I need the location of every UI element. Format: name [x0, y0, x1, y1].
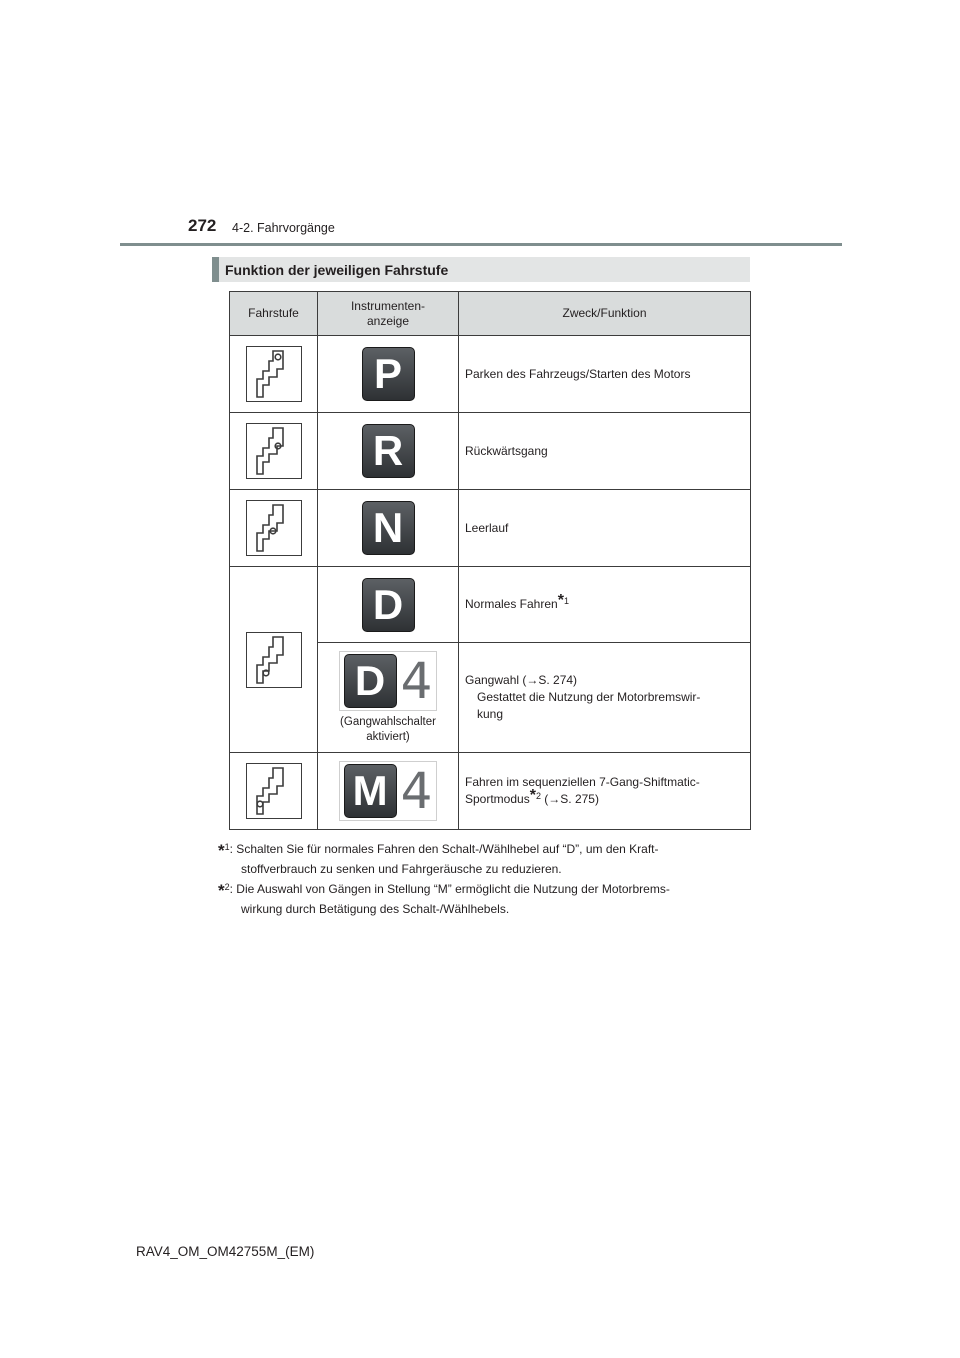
header-gear: Fahrstufe — [230, 292, 318, 336]
indicator-m-tile: M — [344, 764, 397, 818]
footnote-star: * — [218, 881, 225, 900]
indicator-d4-icon — [339, 651, 438, 711]
purpose-cell: Leerlauf — [459, 490, 751, 567]
display-cell — [318, 753, 459, 830]
purpose-line-3: kung — [477, 707, 504, 721]
indicator-gear-digit: 4 — [400, 762, 433, 820]
display-cell — [318, 567, 459, 643]
gate-cell — [230, 336, 318, 413]
shift-gate-p-icon — [246, 346, 302, 402]
footnote-2 — [218, 878, 748, 918]
gate-cell — [230, 753, 318, 830]
footnote-star: * — [557, 592, 564, 609]
purpose-line-2: Gestattet die Nutzung der Motorbremswir- — [477, 690, 701, 704]
section-heading-accent — [212, 257, 219, 282]
shift-gate-m-icon — [246, 763, 302, 819]
purpose-line-1: Gangwahl (→S. 274) — [465, 673, 578, 687]
gate-cell — [230, 567, 318, 753]
footnote-star: * — [218, 841, 225, 860]
display-cell — [318, 490, 459, 567]
footnote-number: 1 — [224, 842, 230, 852]
footnote-text: : Die Auswahl von Gängen in Stellung “M” ermöglicht die Nutzung der Motorbrems- — [229, 882, 670, 896]
header-display: Instrumenten- anzeige — [318, 292, 459, 336]
section-heading-bar — [212, 257, 750, 282]
header-rule — [120, 243, 842, 246]
footnote-text-continued: wirkung durch Betätigung des Schalt-/Wählhebels. — [241, 902, 510, 916]
chapter-label: 4-2. Fahrvorgänge — [232, 221, 335, 235]
header-purpose: Zweck/Funktion — [459, 292, 751, 336]
purpose-cell — [459, 643, 751, 753]
shift-gate-d-icon — [246, 632, 302, 688]
purpose-cell: Parken des Fahrzeugs/Starten des Motors — [459, 336, 751, 413]
footnote-number: 2 — [224, 882, 230, 892]
gear-function-table — [229, 291, 751, 830]
indicator-d-tile: D — [344, 654, 397, 708]
gate-cell — [230, 490, 318, 567]
display-cell — [318, 413, 459, 490]
purpose-cell — [459, 567, 751, 643]
shift-gate-r-icon — [246, 423, 302, 479]
purpose-line-2 — [465, 787, 599, 806]
indicator-m4-icon — [339, 761, 438, 821]
indicator-d-icon: D — [362, 578, 415, 632]
gate-cell — [230, 413, 318, 490]
display-caption-1: (Gangwahlschalter — [340, 715, 436, 728]
display-caption-2: aktiviert) — [366, 730, 410, 743]
shift-gate-n-icon — [246, 500, 302, 556]
footnote-1 — [218, 838, 748, 878]
indicator-gear-digit: 4 — [400, 651, 433, 710]
indicator-n-icon: N — [362, 501, 415, 555]
purpose-text: Normales Fahren — [465, 597, 558, 611]
display-cell — [318, 336, 459, 413]
indicator-r-icon: R — [362, 424, 415, 478]
purpose-line-1: Fahren im sequenziellen 7-Gang-Shiftmatic- — [465, 775, 700, 789]
table-row — [230, 567, 751, 643]
footnote-ref: 1 — [563, 596, 569, 606]
document-code: RAV4_OM_OM42755M_(EM) — [136, 1244, 315, 1259]
table-row — [230, 753, 751, 830]
footnote-star: * — [529, 787, 536, 804]
footnote-ref: 2 — [535, 791, 541, 801]
table-header-row — [230, 292, 751, 336]
table-row — [230, 413, 751, 490]
page-number: 272 — [188, 216, 217, 235]
purpose-reference: (→S. 275) — [540, 792, 599, 806]
indicator-p-icon: P — [362, 347, 415, 401]
purpose-cell — [459, 753, 751, 830]
table-row — [230, 336, 751, 413]
purpose-text: Sportmodus — [465, 792, 530, 806]
footnote-text: : Schalten Sie für normales Fahren den Schalt-/Wählhebel auf “D”, um den Kraft- — [229, 842, 659, 856]
purpose-cell: Rückwärtsgang — [459, 413, 751, 490]
footnote-text-continued: stoffverbrauch zu senken und Fahrgeräusche zu reduzieren. — [241, 862, 562, 876]
table-row — [230, 490, 751, 567]
section-heading: Funktion der jeweiligen Fahrstufe — [225, 262, 449, 278]
display-cell — [318, 643, 459, 753]
